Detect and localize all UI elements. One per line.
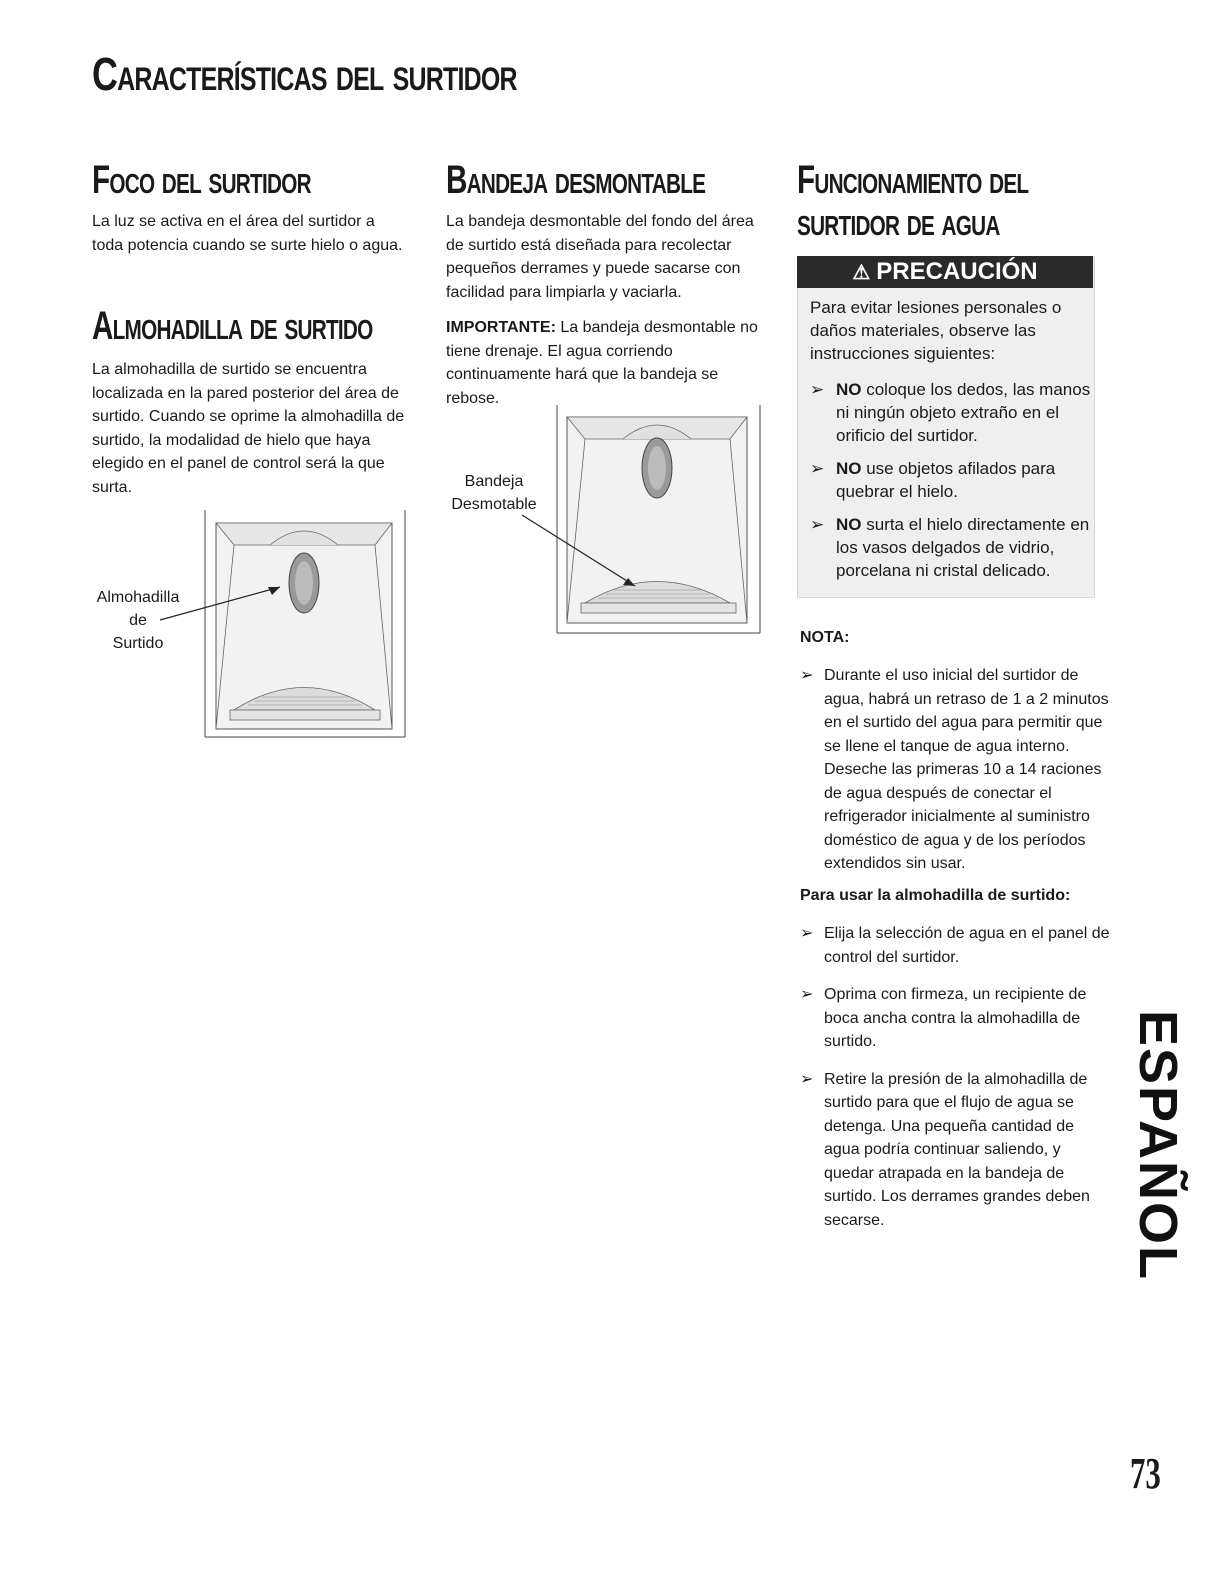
section-heading-almohadilla: Almohadilla de surtido [92,304,373,348]
bullet-arrow-icon: ➢ [800,925,814,942]
section-text-bandeja: La bandeja desmontable del fondo del área de surtido está diseñada para recolectar pequeños derrames y puede sacarse con facilidad para limpiarla y vaciarla. [446,213,754,301]
caution-intro: Para evitar lesiones personales o daños materiales, observe las instrucciones siguientes: [810,298,1062,363]
bullet-arrow-icon: ➢ [800,667,814,684]
usage-item-text: Elija la selección de agua en el panel de control del surtidor. [824,925,1110,966]
important-label: IMPORTANTE: [446,319,556,336]
caution-item-bold: NO [836,380,862,399]
bullet-arrow-icon: ➢ [810,459,825,478]
caution-header-text: PRECAUCIÓN [876,258,1038,285]
dispenser-pad-illustration [150,505,410,745]
caution-item-bold: NO [836,515,862,534]
warning-triangle-icon: ⚠ [852,262,871,284]
caution-item [810,457,1092,503]
caution-list [810,378,1092,592]
section-text-foco: La luz se activa en el área del surtidor a toda potencia cuando se surte hielo o agua. [92,213,403,254]
bullet-arrow-icon: ➢ [810,515,825,534]
usage-heading: Para usar la almohadilla de surtido: [800,887,1071,904]
usage-item [800,983,1112,1054]
important-text: La bandeja desmontable no tiene drenaje. El agua corriendo continuamente hará que la bandeja se rebose. [446,319,758,407]
caution-item-text: use objetos afilados para quebrar el hielo. [836,459,1056,501]
usage-item [800,922,1112,969]
caution-item-bold: NO [836,459,862,478]
section-heading-funcionamiento-line1: Funcionamiento del [797,158,1029,202]
caution-item [810,513,1092,582]
bullet-arrow-icon: ➢ [800,1070,814,1088]
section-text-almohadilla: La almohadilla de surtido se encuentra localizada en la pared posterior del área de surtido. Cuando se oprime la almohadilla de surtido, la modalidad de hielo que haya elegido en el panel de control será la que surta. [92,361,405,496]
removable-tray-illustration [500,405,770,645]
section-heading-funcionamiento-line2: surtidor de agua [797,200,1000,244]
language-side-tab: ESPAÑOL [1128,1010,1188,1282]
caution-item [810,378,1092,447]
figure-label-line: Desmotable [451,496,537,513]
nota-label: NOTA: [800,629,850,646]
nota-item [800,664,1122,876]
important-note-bandeja [446,316,762,410]
section-heading-bandeja: Bandeja desmontable [446,158,706,202]
usage-item-text: Retire la presión de la almohadilla de surtido para que el flujo de agua se detenga. Una pequeña cantidad de agua podría continuar saliendo, y quedar atrapada en la bandeja de surtido. Los derrames grandes deben secarse. [824,1070,1090,1229]
caution-item-text: surta el hielo directamente en los vasos delgados de vidrio, porcelana ni cristal delicado. [836,515,1090,580]
section-heading-foco: Foco del surtidor [92,158,311,202]
caution-item-text: coloque los dedos, las manos ni ningún objeto extraño en el orificio del surtidor. [836,380,1091,445]
bullet-arrow-icon: ➢ [810,380,825,399]
figure-label-line: de [129,612,147,629]
caution-header [797,256,1093,288]
figure-label-line: Surtido [112,635,164,652]
nota-item-text: Durante el uso inicial del surtidor de agua, habrá un retraso de 1 a 2 minutos en el surtido del agua para permitir que se llene el tanque de agua interno. Deseche las primeras 10 a 14 raciones de agua después de conectar el refrigerador inicialmente al suministro doméstico de agua y de los períodos extendidos sin usar. [824,667,1109,872]
figure-label-line: Bandeja [464,473,524,490]
bullet-arrow-icon: ➢ [800,986,814,1003]
usage-item-text: Oprima con firmeza, un recipiente de boca ancha contra la almohadilla de surtido. [824,986,1087,1050]
nota-list [800,664,1122,886]
usage-list [800,922,1112,1242]
figure-label-line: Almohadilla [96,589,180,606]
page-title: Características del surtidor [92,48,517,100]
page-number: 73 [1130,1449,1161,1498]
usage-item [800,1068,1112,1233]
